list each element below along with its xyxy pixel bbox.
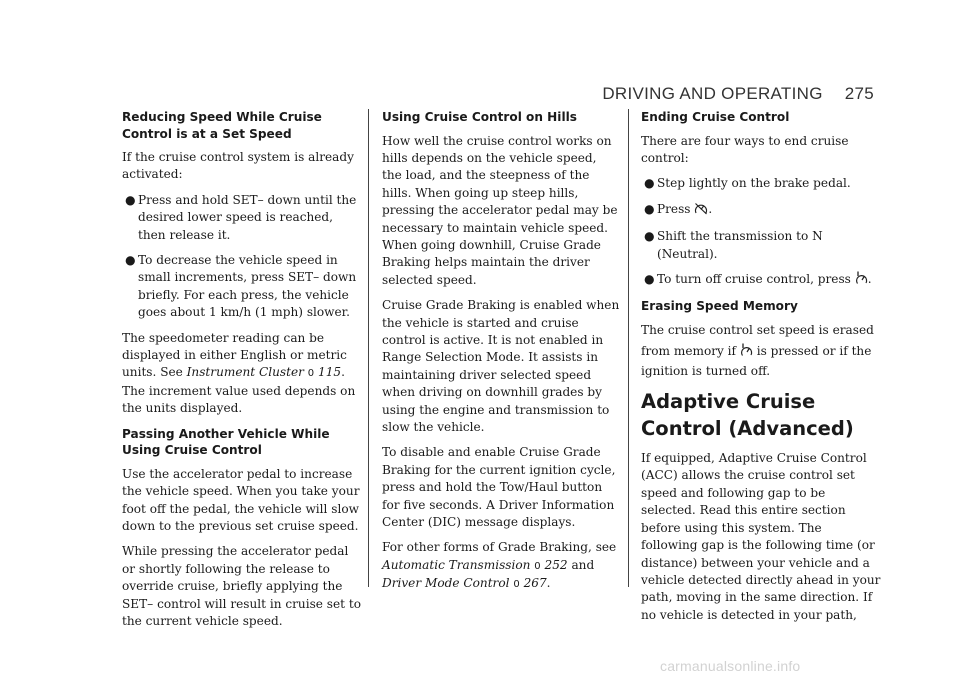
bullet: ● <box>644 176 655 191</box>
paragraph: To disable and enable Cruise Grade Braking for the current ignition cycle, press and hold the Tow/Haul button for five seconds. A Driver Information Center (DIC) message displays. <box>382 445 616 530</box>
page-header <box>0 84 874 104</box>
page-ref-icon: 0 <box>534 560 541 572</box>
cross-reference-page[interactable]: 115 <box>318 365 342 380</box>
cross-reference-link[interactable]: Automatic Transmission <box>382 557 531 572</box>
bullet: ● <box>644 229 655 244</box>
column-2 <box>382 109 620 602</box>
list-item: ● Shift the transmission to N (Neutral). <box>644 229 823 261</box>
paragraph: While pressing the accelerator pedal or shortly following the release to override cruise, briefly applying the SET– control will result in cruise set to the current vehicle speed. <box>122 544 361 628</box>
list-item: ● Press and hold SET– down until the desired lower speed is reached, then release it. <box>125 192 357 242</box>
heading-passing-vehicle: Passing Another Vehicle While Using Cruise Control <box>122 426 330 458</box>
bullet: ● <box>644 201 655 216</box>
cross-reference-page[interactable]: 267 <box>523 576 547 591</box>
section-title: DRIVING AND OPERATING <box>602 84 823 103</box>
paragraph: The speedometer reading can be displayed in either English or metric units. See Instrument Cluster 0 115. The increment value used depends on the units displayed. <box>122 330 356 416</box>
column-3 <box>641 109 881 632</box>
heading-adaptive-cruise: Adaptive Cruise Control (Advanced) <box>641 390 854 441</box>
column-divider-left <box>368 109 369 587</box>
paragraph: Use the accelerator pedal to increase the vehicle speed. When you take your foot off the pedal, the vehicle will slow down to the previous set cruise speed. <box>122 466 360 533</box>
heading-cruise-on-hills: Using Cruise Control on Hills <box>382 110 577 124</box>
cruise-cancel-icon <box>694 202 708 220</box>
cruise-on-off-icon <box>855 271 868 290</box>
list-item: ● To turn off cruise control, press . <box>641 271 881 290</box>
paragraph: Cruise Grade Braking is enabled when the vehicle is started and cruise control is active. It is not enabled in Range Selection Mode. It assists in maintaining driver selected speed when driving on downhill grades by using the engine and transmission to slow the vehicle. <box>382 298 620 434</box>
paragraph: If the cruise control system is already activated: <box>122 150 354 182</box>
cross-reference-link[interactable]: Instrument Cluster <box>186 365 304 380</box>
watermark: carmanualsonline.info <box>660 658 801 674</box>
column-divider-right <box>628 109 629 587</box>
cross-reference-link[interactable]: Driver Mode Control <box>382 576 510 591</box>
paragraph: from memory if is pressed or if the ignition is turned off. <box>641 344 872 378</box>
list-item: ● Step lightly on the brake pedal. <box>641 175 881 192</box>
heading-reducing-speed: Reducing Speed While Cruise Control is at a Set Speed <box>122 110 322 141</box>
bullet: ● <box>125 253 136 268</box>
list-item: ● To decrease the vehicle speed in small increments, press SET– down briefly. For each press, the vehicle goes about 1 km/h (1 mph) slower. <box>125 253 357 320</box>
bullet: ● <box>644 271 655 286</box>
heading-ending-cruise: Ending Cruise Control <box>641 110 790 124</box>
cruise-on-off-icon <box>740 343 753 362</box>
page-number: 275 <box>844 84 874 103</box>
cross-reference-page[interactable]: 252 <box>544 557 568 572</box>
paragraph: If equipped, Adaptive Cruise Control (ACC) allows the cruise control set speed and following gap to be selected. Read this entire section before using this system. The following gap is the following time (or distance) between your vehicle and a vehicle detected directly ahead in your path, moving in the same direction. If no vehicle is detected in your path, <box>641 451 881 622</box>
paragraph: How well the cruise control works on hills depends on the vehicle speed, the load, and the steepness of the hills. When going up steep hills, pressing the accelerator pedal may be necessary to maintain vehicle speed. When going downhill, Cruise Grade Braking helps maintain the driver selected speed. <box>382 133 618 287</box>
paragraph: For other forms of Grade Braking, see Automatic Transmission 0 252 and Driver Mode Control 0 267. <box>382 540 617 591</box>
page-ref-icon: 0 <box>307 368 315 380</box>
list-item: ● Press . <box>641 201 881 220</box>
heading-erasing-memory: Erasing Speed Memory <box>641 299 798 314</box>
bullet: ● <box>125 192 136 207</box>
column-1 <box>122 109 362 638</box>
paragraph: There are four ways to end cruise control: <box>641 133 849 165</box>
paragraph: The cruise control set speed is erased <box>641 322 874 337</box>
page-ref-icon: 0 <box>513 579 520 591</box>
